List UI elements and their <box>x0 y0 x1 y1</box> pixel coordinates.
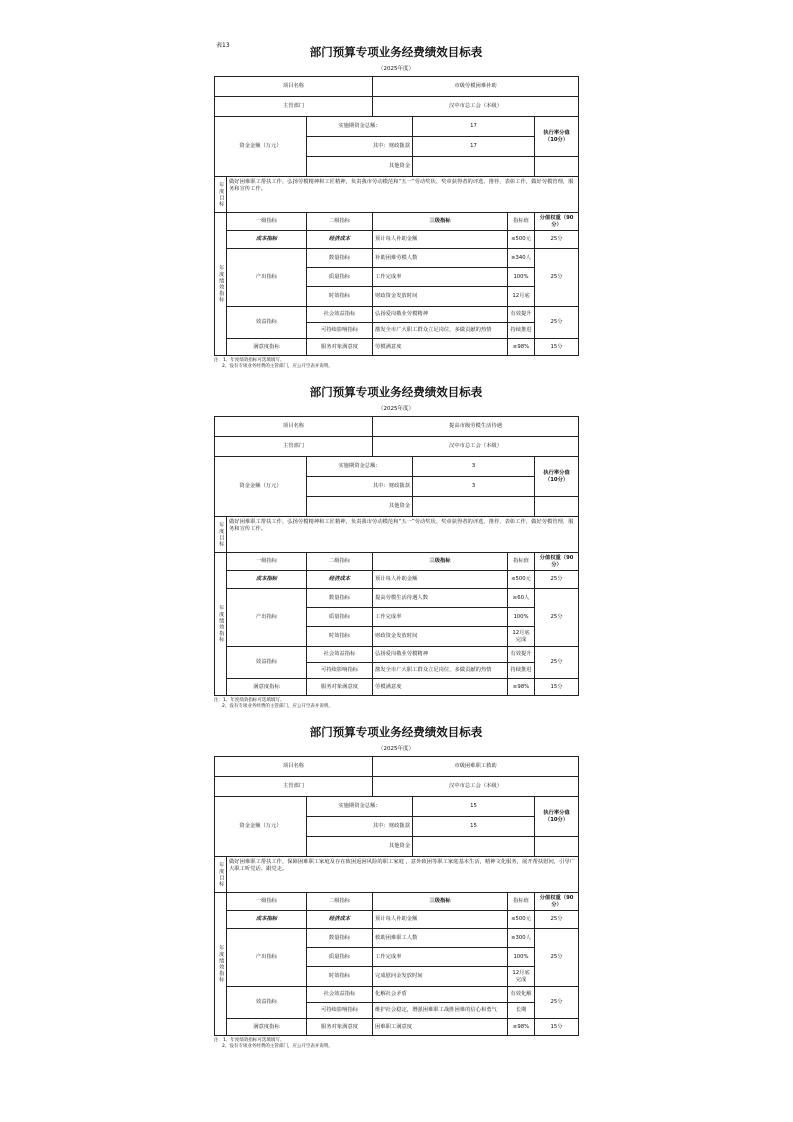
satisfaction-text: 劳模满意度 <box>373 339 508 356</box>
project-name-value: 市级困难职工救助 <box>373 757 579 777</box>
time-value: 12月底 <box>508 287 535 307</box>
other-funds-score <box>535 497 579 517</box>
cost-value: ≤500元 <box>508 231 535 249</box>
project-name-value: 市级劳模困难补助 <box>373 77 579 97</box>
indicators-label: 年度绩效指标 <box>215 213 227 356</box>
output-indicator: 产出指标 <box>227 249 307 307</box>
note-2: 2、没有专项业务经费的主管部门，应公开空表并说明。 <box>222 1044 333 1049</box>
benefit-weight: 25分 <box>535 307 579 339</box>
total-funds-label: 实施期资金总额： <box>307 457 413 477</box>
sustain-value: 持续推进 <box>508 323 535 339</box>
time-text: 完成慰问金发放时间 <box>373 967 508 987</box>
satisfaction-indicator: 满意度指标 <box>227 339 307 356</box>
department-label: 主管部门 <box>215 437 373 457</box>
cost-value: ≤500元 <box>508 911 535 929</box>
cost-text: 预计每人补助金额 <box>373 571 508 589</box>
time-value: 12月底完成 <box>508 627 535 647</box>
header-level3: 三级指标 <box>373 893 508 911</box>
quality-text: 工作完成率 <box>373 948 508 967</box>
department-label: 主管部门 <box>215 777 373 797</box>
time-text: 财政资金发放时间 <box>373 627 508 647</box>
quantity-text: 救助困难职工人数 <box>373 929 508 948</box>
exec-score-label: 执行率分值（10分） <box>535 457 579 497</box>
performance-table <box>214 756 579 1036</box>
table-number: 表13 <box>216 42 230 49</box>
cost-weight: 25分 <box>535 571 579 589</box>
quality-indicator: 质量指标 <box>307 268 373 287</box>
social-indicator: 社会效益指标 <box>307 307 373 323</box>
cost-indicator: 成本指标 <box>227 231 307 249</box>
social-indicator: 社会效益指标 <box>307 987 373 1003</box>
header-level1: 一级指标 <box>227 553 307 571</box>
performance-table <box>214 416 579 696</box>
table-title: 部门预算专项业务经费绩效目标表 <box>309 45 483 59</box>
total-funds-label: 实施期资金总额： <box>307 117 413 137</box>
department-value: 汉中市总工会（本级） <box>373 777 579 797</box>
cost-weight: 25分 <box>535 231 579 249</box>
quantity-indicator: 数量指标 <box>307 249 373 268</box>
header-value: 指标值 <box>508 893 535 911</box>
quantity-indicator: 数量指标 <box>307 929 373 948</box>
annual-goal-text: 做好困难职工帮扶工作，弘扬劳模精神和工匠精神，负责我市劳动模范和“五一”劳动奖状、奖章获得者的评选、推荐、表彰工作，做好劳模管理，服务和宣传工作。 <box>227 517 579 553</box>
cost-indicator: 成本指标 <box>227 571 307 589</box>
table-year: （2025年度） <box>378 66 414 72</box>
header-weight: 分值权重（90分） <box>535 213 579 231</box>
annual-goal-label: 年度目标 <box>215 517 227 553</box>
time-indicator: 时效指标 <box>307 967 373 987</box>
header-weight: 分值权重（90分） <box>535 893 579 911</box>
total-funds-value: 3 <box>413 457 535 477</box>
performance-table-block <box>214 384 578 710</box>
serve-obj-indicator: 服务对象满意度 <box>307 679 373 696</box>
benefit-indicator: 效益指标 <box>227 987 307 1019</box>
serve-obj-indicator: 服务对象满意度 <box>307 339 373 356</box>
indicators-label: 年度绩效指标 <box>215 553 227 696</box>
satisfaction-value: ≥98% <box>508 339 535 356</box>
sustain-value: 长期 <box>508 1003 535 1019</box>
department-value: 汉中市总工会（本级） <box>373 97 579 117</box>
social-text: 弘扬爱岗敬业劳模精神 <box>373 307 508 323</box>
department-label: 主管部门 <box>215 97 373 117</box>
other-funds-value <box>413 157 535 177</box>
time-text: 财政资金发放时间 <box>373 287 508 307</box>
exec-score-label: 执行率分值（10分） <box>535 117 579 157</box>
quality-text: 工作完成率 <box>373 268 508 287</box>
project-name-label: 项目名称 <box>215 757 373 777</box>
performance-table-block <box>214 44 578 370</box>
satisfaction-text: 劳模满意度 <box>373 679 508 696</box>
satisfaction-indicator: 满意度指标 <box>227 1019 307 1036</box>
output-weight: 25分 <box>535 929 579 987</box>
other-funds-score <box>535 157 579 177</box>
header-value: 指标值 <box>508 553 535 571</box>
total-funds-value: 17 <box>413 117 535 137</box>
time-value: 12月底完成 <box>508 967 535 987</box>
quality-value: 100% <box>508 268 535 287</box>
sustain-text: 维护社会稳定，增强困难职工战胜困难的信心和勇气 <box>373 1003 508 1019</box>
annual-goal-label: 年度目标 <box>215 857 227 893</box>
project-name-label: 项目名称 <box>215 417 373 437</box>
sustain-text: 激发全市广大职工群众立足岗位，多做贡献的热情 <box>373 663 508 679</box>
benefit-indicator: 效益指标 <box>227 647 307 679</box>
quality-value: 100% <box>508 948 535 967</box>
satisfaction-weight: 15分 <box>535 679 579 696</box>
satisfaction-indicator: 满意度指标 <box>227 679 307 696</box>
satisfaction-value: ≥98% <box>508 679 535 696</box>
social-text: 弘扬爱岗敬业劳模精神 <box>373 647 508 663</box>
social-value: 有效提升 <box>508 307 535 323</box>
header-level2: 二级指标 <box>307 213 373 231</box>
note-2: 2、没有专项业务经费的主管部门，应公开空表并说明。 <box>222 364 333 369</box>
quality-value: 100% <box>508 608 535 627</box>
econ-cost-indicator: 经济成本 <box>307 911 373 929</box>
note-1: 注：1、年度绩效指标可选填填写。 <box>214 1038 285 1043</box>
header-level3: 三级指标 <box>373 553 508 571</box>
social-value: 有效提升 <box>508 647 535 663</box>
header-weight: 分值权重（90分） <box>535 553 579 571</box>
header-level3: 三级指标 <box>373 213 508 231</box>
quantity-text: 补助困难劳模人数 <box>373 249 508 268</box>
fiscal-funds-label: 其中：财政拨款 <box>307 477 413 497</box>
cost-indicator: 成本指标 <box>227 911 307 929</box>
fiscal-funds-value: 3 <box>413 477 535 497</box>
satisfaction-text: 困难职工满意度 <box>373 1019 508 1036</box>
benefit-indicator: 效益指标 <box>227 307 307 339</box>
output-indicator: 产出指标 <box>227 589 307 647</box>
exec-score-label: 执行率分值（10分） <box>535 797 579 837</box>
social-text: 化解社会矛盾 <box>373 987 508 1003</box>
performance-table <box>214 76 579 356</box>
note-1: 注：1、年度绩效指标可选填填写。 <box>214 358 285 363</box>
funds-label: 资金金额（万元） <box>215 117 307 177</box>
benefit-weight: 25分 <box>535 987 579 1019</box>
header-level1: 一级指标 <box>227 893 307 911</box>
quantity-text: 提高劳模生活待遇人数 <box>373 589 508 608</box>
department-value: 汉中市总工会（本级） <box>373 437 579 457</box>
other-funds-value <box>413 837 535 857</box>
time-indicator: 时效指标 <box>307 287 373 307</box>
other-funds-label: 其他资金 <box>307 157 413 177</box>
fiscal-funds-value: 17 <box>413 137 535 157</box>
note-2: 2、没有专项业务经费的主管部门，应公开空表并说明。 <box>222 704 333 709</box>
cost-text: 预计每人补助金额 <box>373 231 508 249</box>
cost-value: ≤500元 <box>508 571 535 589</box>
quantity-value: ≥300人 <box>508 929 535 948</box>
annual-goal-label: 年度目标 <box>215 177 227 213</box>
sustain-indicator: 可持续影响指标 <box>307 1003 373 1019</box>
satisfaction-weight: 15分 <box>535 339 579 356</box>
header-level1: 一级指标 <box>227 213 307 231</box>
quality-indicator: 质量指标 <box>307 948 373 967</box>
performance-table-block <box>214 724 578 1050</box>
sustain-indicator: 可持续影响指标 <box>307 323 373 339</box>
benefit-weight: 25分 <box>535 647 579 679</box>
annual-goal-text: 做好困难职工帮扶工作，保障困难职工家庭及存在致困返困风险的职工家庭 ，意外致困等职工家庭基本生活，精神文化服务，展开帮扶慰问，引导广大职工听党话、跟党走。 <box>227 857 579 893</box>
other-funds-value <box>413 497 535 517</box>
indicators-label: 年度绩效指标 <box>215 893 227 1036</box>
header-level2: 二级指标 <box>307 893 373 911</box>
table-notes <box>214 1038 578 1050</box>
quantity-value: ≥340人 <box>508 249 535 268</box>
header-level2: 二级指标 <box>307 553 373 571</box>
satisfaction-weight: 15分 <box>535 1019 579 1036</box>
cost-text: 预计每人补助金额 <box>373 911 508 929</box>
output-weight: 25分 <box>535 249 579 307</box>
fiscal-funds-label: 其中：财政拨款 <box>307 817 413 837</box>
project-name-value: 提高市级劳模生活待遇 <box>373 417 579 437</box>
sustain-indicator: 可持续影响指标 <box>307 663 373 679</box>
table-year: （2025年度） <box>378 406 414 412</box>
serve-obj-indicator: 服务对象满意度 <box>307 1019 373 1036</box>
time-indicator: 时效指标 <box>307 627 373 647</box>
quality-indicator: 质量指标 <box>307 608 373 627</box>
output-indicator: 产出指标 <box>227 929 307 987</box>
table-notes <box>214 698 578 710</box>
table-title: 部门预算专项业务经费绩效目标表 <box>309 725 483 739</box>
funds-label: 资金金额（万元） <box>215 457 307 517</box>
total-funds-value: 15 <box>413 797 535 817</box>
table-year: （2025年度） <box>378 746 414 752</box>
funds-label: 资金金额（万元） <box>215 797 307 857</box>
table-title: 部门预算专项业务经费绩效目标表 <box>309 385 483 399</box>
fiscal-funds-value: 15 <box>413 817 535 837</box>
project-name-label: 项目名称 <box>215 77 373 97</box>
header-value: 指标值 <box>508 213 535 231</box>
total-funds-label: 实施期资金总额： <box>307 797 413 817</box>
sustain-value: 持续推进 <box>508 663 535 679</box>
table-notes <box>214 358 578 370</box>
fiscal-funds-label: 其中：财政拨款 <box>307 137 413 157</box>
other-funds-score <box>535 837 579 857</box>
quality-text: 工作完成率 <box>373 608 508 627</box>
sustain-text: 激发全市广大职工群众立足岗位，多做贡献的热情 <box>373 323 508 339</box>
econ-cost-indicator: 经济成本 <box>307 571 373 589</box>
other-funds-label: 其他资金 <box>307 497 413 517</box>
social-indicator: 社会效益指标 <box>307 647 373 663</box>
other-funds-label: 其他资金 <box>307 837 413 857</box>
satisfaction-value: ≥98% <box>508 1019 535 1036</box>
quantity-indicator: 数量指标 <box>307 589 373 608</box>
social-value: 有效化解 <box>508 987 535 1003</box>
annual-goal-text: 做好困难职工帮扶工作，弘扬劳模精神和工匠精神，负责我市劳动模范和“五一”劳动奖状、奖章获得者的评选、推荐、表彰工作，做好劳模管理，服务和宣传工作。 <box>227 177 579 213</box>
cost-weight: 25分 <box>535 911 579 929</box>
econ-cost-indicator: 经济成本 <box>307 231 373 249</box>
note-1: 注：1、年度绩效指标可选填填写。 <box>214 698 285 703</box>
output-weight: 25分 <box>535 589 579 647</box>
quantity-value: ≥60人 <box>508 589 535 608</box>
